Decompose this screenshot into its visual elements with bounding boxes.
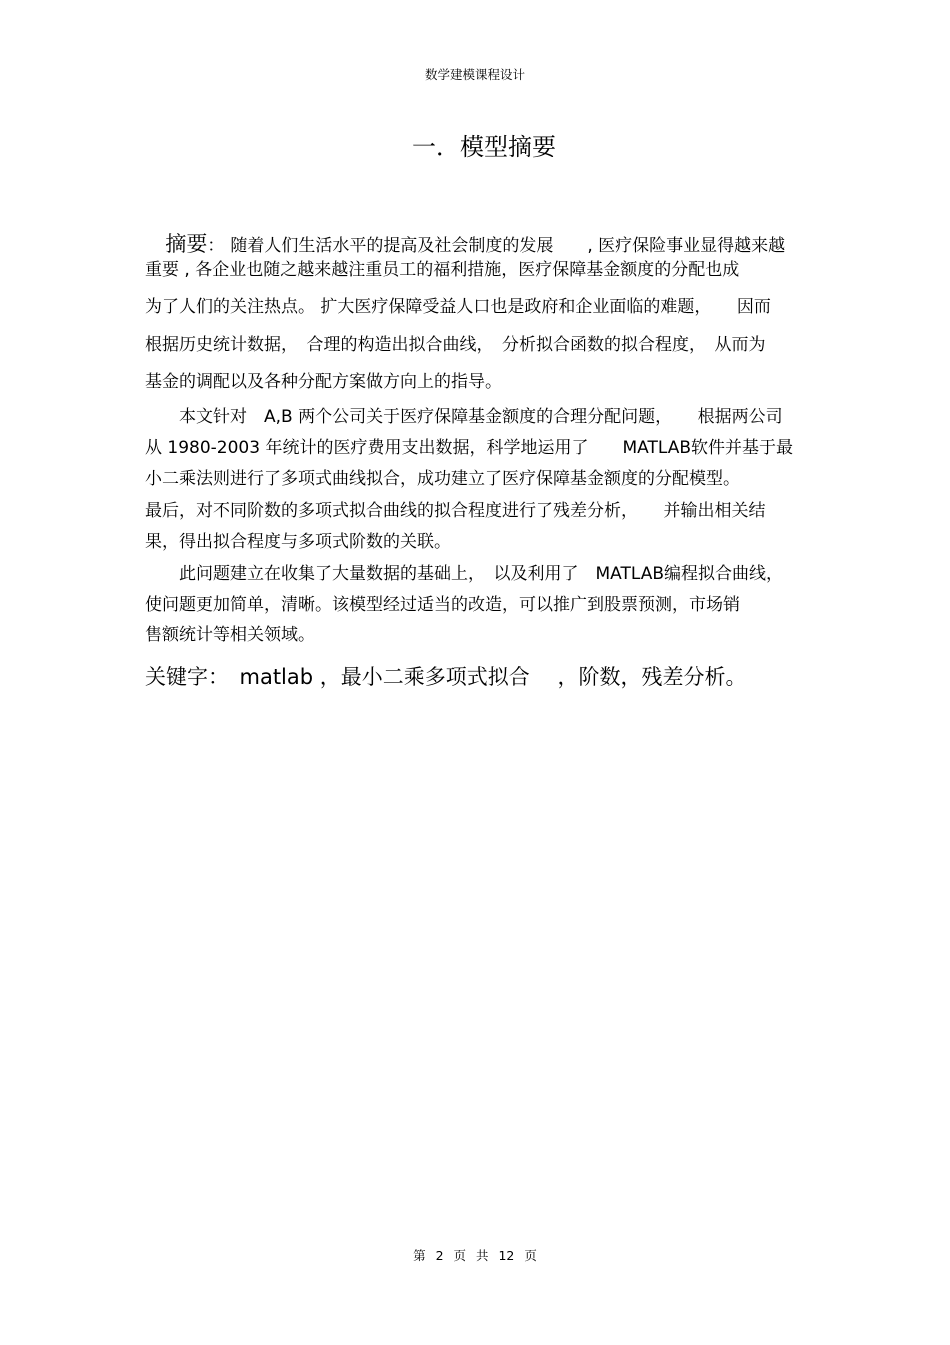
abstract-line: 为了人们的关注热点。 扩大医疗保障受益人口也是政府和企业面临的难题， 因而 [145, 297, 771, 317]
keywords-line: 关键字： matlab ，最小二乘多项式拟合 ，阶数，残差分析。 [145, 665, 747, 689]
section-heading: 一．模型摘要 [412, 133, 556, 161]
paragraph-line: 最后，对不同阶数的多项式拟合曲线的拟合程度进行了残差分析， 并输出相关结 [145, 501, 766, 521]
abstract-colon: ： [207, 236, 225, 256]
running-header: 数学建模课程设计 [424, 67, 525, 82]
paragraph-line: 此问题建立在收集了大量数据的基础上， 以及利用了 MATLAB编程拟合曲线， [145, 564, 784, 584]
abstract-label: 摘要 [165, 232, 208, 256]
paragraph-line: 使问题更加简单，清晰。该模型经过适当的改造，可以推广到股票预测，市场销 [145, 595, 740, 615]
abstract-line: 随着人们生活水平的提高及社会制度的发展 , 医疗保险事业显得越来越 [230, 236, 786, 256]
abstract-line: 根据历史统计数据， 合理的构造出拟合曲线， 分析拟合函数的拟合程度， 从而为 [145, 335, 766, 355]
paragraph-line: 果，得出拟合程度与多项式阶数的关联。 [145, 532, 451, 552]
page-footer: 第 2 页 共 12 页 [413, 1248, 537, 1263]
paragraph-line: 售额统计等相关领域。 [145, 625, 315, 645]
paragraph-line: 从 1980-2003 年统计的医疗费用支出数据，科学地运用了 MATLAB软件并基于最 [145, 438, 793, 458]
abstract-line: 重要 , 各企业也随之越来越注重员工的福利措施，医疗保障基金额度的分配也成 [145, 260, 740, 280]
paragraph-line: 本文针对 A,B 两个公司关于医疗保障基金额度的合理分配问题， 根据两公司 [145, 407, 783, 427]
abstract-line: 基金的调配以及各种分配方案做方向上的指导。 [145, 372, 502, 392]
paragraph-line: 小二乘法则进行了多项式曲线拟合，成功建立了医疗保障基金额度的分配模型。 [145, 469, 740, 489]
